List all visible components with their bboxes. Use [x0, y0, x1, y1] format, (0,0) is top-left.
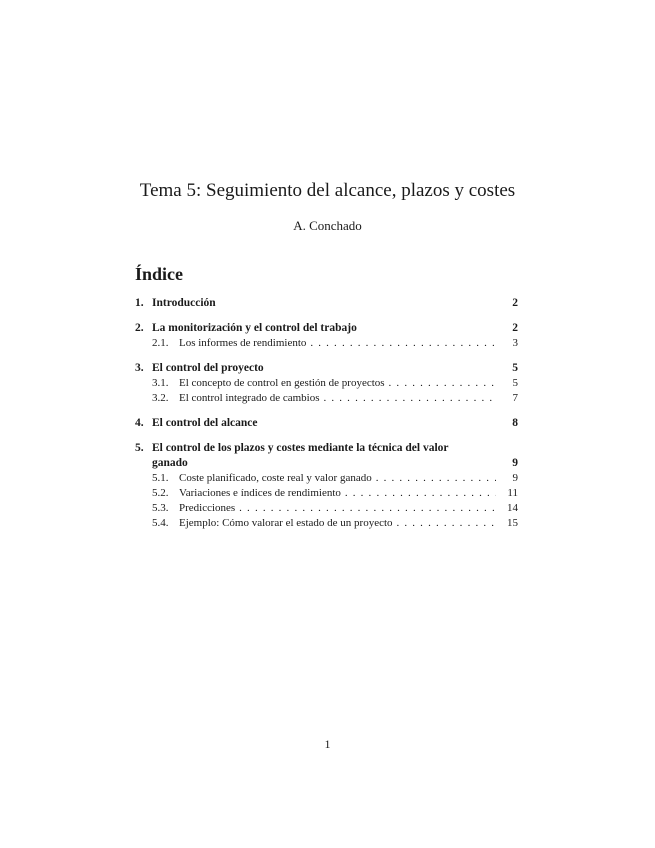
toc-section-number: 1. [135, 297, 144, 309]
toc-subsection[interactable] [135, 336, 518, 351]
toc-subsection-number: 2.1. [152, 337, 169, 349]
toc-subsection-title: El concepto de control en gestión de proyectos . . . [179, 376, 496, 391]
toc-subsection-title: El control integrado de cambios . . . [179, 391, 496, 406]
toc-section[interactable] [135, 296, 518, 311]
toc-section-number: 4. [135, 417, 144, 429]
toc-section-number: 5. [135, 442, 144, 454]
index-heading: Índice [135, 264, 184, 284]
toc-subsection-number: 5.2. [152, 487, 169, 499]
toc-subsection-number: 5.1. [152, 472, 169, 484]
toc-subsection-number: 5.4. [152, 517, 169, 529]
toc-subsection-page: 14 [507, 502, 518, 514]
toc-subsection-number: 3.2. [152, 392, 169, 404]
toc-section[interactable] [135, 321, 518, 336]
toc-subsection-page: 7 [512, 392, 518, 404]
toc-subsection-number: 3.1. [152, 377, 169, 389]
toc-subsection-title: Predicciones . . . [179, 501, 496, 516]
document-author: A. Conchado [293, 218, 362, 233]
toc-section-page: 9 [512, 457, 518, 469]
toc-subsection-title: Los informes de rendimiento . . . [179, 336, 496, 351]
toc-subsection[interactable] [135, 501, 518, 516]
toc-subsection-page: 9 [512, 472, 518, 484]
toc-subsection-page: 11 [507, 487, 518, 499]
toc-section-title: El control de los plazos y costes mediante la técnica del valor ganado [152, 442, 449, 469]
document-title: Tema 5: Seguimiento del alcance, plazos y costes [139, 180, 516, 201]
toc-section-number: 3. [135, 362, 144, 374]
table-of-contents [135, 296, 518, 531]
page-number: 1 [324, 737, 331, 751]
toc-section-title: La monitorización y el control del trabajo [152, 322, 357, 334]
toc-section-number: 2. [135, 322, 144, 334]
toc-subsection-page: 5 [512, 377, 518, 389]
toc-subsection-page: 3 [512, 337, 518, 349]
toc-subsection-title: Ejemplo: Cómo valorar el estado de un proyecto . . . [179, 516, 496, 531]
toc-section[interactable] [135, 416, 518, 431]
toc-subsection[interactable] [135, 486, 518, 501]
toc-section-page: 2 [512, 322, 518, 334]
toc-subsection[interactable] [135, 516, 518, 531]
toc-section[interactable] [135, 441, 518, 471]
toc-section-page: 8 [512, 417, 518, 429]
toc-subsection-title: Variaciones e índices de rendimiento . . . [179, 486, 496, 501]
toc-subsection-title: Coste planificado, coste real y valor ganado . . . [179, 471, 496, 486]
toc-subsection[interactable] [135, 376, 518, 391]
toc-section-title: El control del proyecto [152, 362, 264, 374]
toc-section[interactable] [135, 361, 518, 376]
toc-section-page: 2 [512, 297, 518, 309]
toc-subsection[interactable] [135, 471, 518, 486]
toc-subsection-page: 15 [507, 517, 518, 529]
toc-subsection[interactable] [135, 391, 518, 406]
toc-section-title: Introducción [152, 297, 216, 309]
toc-section-page: 5 [512, 362, 518, 374]
toc-subsection-number: 5.3. [152, 502, 169, 514]
toc-section-title: El control del alcance [152, 417, 258, 429]
